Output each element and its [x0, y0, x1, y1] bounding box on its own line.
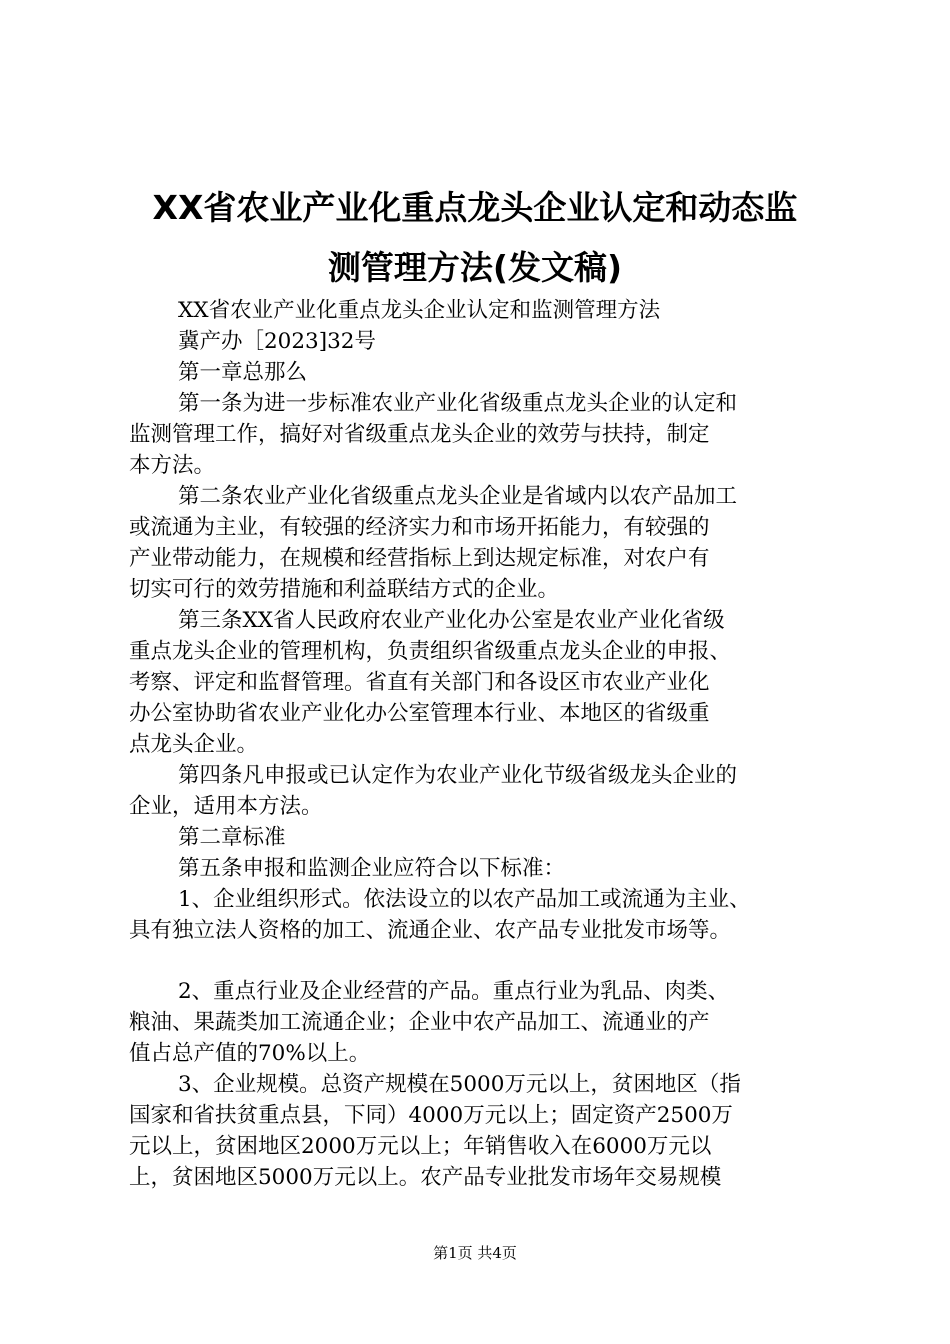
- paragraph-line: 3、企业规模。总资产规模在5000万元以上，贫困地区（指: [178, 1072, 741, 1097]
- paragraph-line: 或流通为主业，有较强的经济实力和市场开拓能力，有较强的: [129, 515, 710, 540]
- paragraph-line: 点龙头企业。: [129, 732, 259, 757]
- paragraph-line: 1、企业组织形式。依法设立的以农产品加工或流通为主业、: [178, 887, 751, 912]
- paragraph-line: 办公室协助省农业产业化办公室管理本行业、本地区的省级重: [129, 701, 710, 726]
- paragraph-line: 考察、评定和监督管理。省直有关部门和各设区市农业产业化: [129, 670, 710, 695]
- paragraph-line: 元以上，贫困地区2000万元以上；年销售收入在6000万元以: [129, 1134, 712, 1159]
- paragraph-line: 本方法。: [129, 453, 216, 478]
- paragraph-line: 2、重点行业及企业经营的产品。重点行业为乳品、肉类、: [178, 979, 730, 1004]
- paragraph-line: 产业带动能力，在规模和经营指标上到达规定标准，对农户有: [129, 546, 710, 571]
- chapter-heading: 第一章总那么: [178, 360, 308, 385]
- paragraph-line: 第二条农业产业化省级重点龙头企业是省域内以农产品加工: [178, 484, 738, 509]
- paragraph-line: 第三条XX省人民政府农业产业化办公室是农业产业化省级: [178, 608, 725, 633]
- paragraph-line: 粮油、果蔬类加工流通企业；企业中农产品加工、流通业的产: [129, 1010, 710, 1035]
- paragraph-line: 第一条为进一步标准农业产业化省级重点龙头企业的认定和: [178, 391, 738, 416]
- page-number-footer: 第1页 共4页: [433, 1244, 517, 1262]
- paragraph-line: 第五条申报和监测企业应符合以下标准：: [178, 856, 566, 881]
- paragraph-line: 国家和省扶贫重点县，下同）4000万元以上；固定资产2500万: [129, 1103, 733, 1128]
- paragraph-line: 企业，适用本方法。: [129, 794, 323, 819]
- paragraph-line: 上，贫困地区5000万元以上。农产品专业批发市场年交易规模: [129, 1165, 722, 1190]
- document-body: [129, 295, 849, 1193]
- chapter-heading: 第二章标准: [178, 825, 286, 850]
- paragraph-line: 监测管理工作，搞好对省级重点龙头企业的效劳与扶持，制定: [129, 422, 710, 447]
- document-title-line-2: 测管理方法(发文稿): [327, 248, 623, 287]
- paragraph-line: 值占总产值的70%以上。: [129, 1041, 371, 1066]
- document-title-line-1: XX省农业产业化重点龙头企业认定和动态监: [152, 188, 798, 227]
- blank-line: [129, 946, 849, 976]
- document-number: 冀产办［2023]32号: [178, 329, 376, 354]
- paragraph-line: 重点龙头企业的管理机构，负责组织省级重点龙头企业的申报、: [129, 639, 732, 664]
- paragraph-line: 切实可行的效劳措施和利益联结方式的企业。: [129, 577, 560, 602]
- paragraph-line: 第四条凡申报或已认定作为农业产业化节级省级龙头企业的: [178, 763, 738, 788]
- subtitle: XX省农业产业化重点龙头企业认定和监测管理方法: [178, 298, 661, 323]
- paragraph-line: 具有独立法人资格的加工、流通企业、农产品专业批发市场等。: [129, 918, 732, 943]
